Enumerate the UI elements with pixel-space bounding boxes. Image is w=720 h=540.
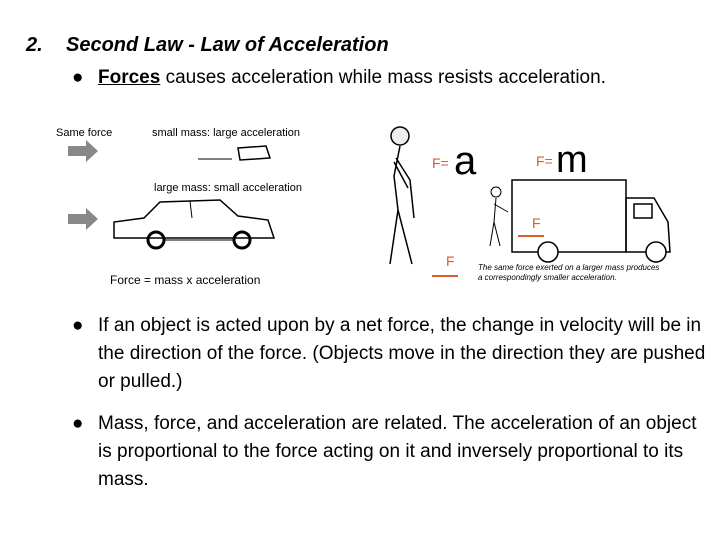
- heading-title: Second Law - Law of Acceleration: [66, 34, 389, 56]
- force-mass-label: [432, 155, 449, 171]
- bullet-relation: [72, 410, 712, 500]
- car-wheel-rear-icon: [234, 232, 250, 248]
- force-f-label-truck: F: [532, 215, 541, 231]
- force-arrow-top-icon: [68, 140, 98, 162]
- bullet-forces: [72, 64, 712, 94]
- heading-number: 2.: [26, 34, 43, 56]
- bullet-text: Mass, force, and acceleration are related. The acceleration of an object is proportional to the force acting on it and inversely proportional to its mass.: [98, 413, 697, 490]
- small-box-icon: [238, 146, 270, 160]
- big-a-symbol: a: [454, 139, 477, 183]
- big-m-symbol: m: [556, 139, 588, 181]
- force-mass-label-right: F=: [536, 153, 553, 169]
- same-force-label: Same force: [56, 127, 113, 139]
- bullet-text: [98, 64, 606, 92]
- car-wheel-front-icon: [148, 232, 164, 248]
- bullet-bold-term: Forces: [98, 67, 161, 88]
- formula-label: Force = mass x acceleration: [110, 273, 261, 287]
- caption-line-2: a correspondingly smaller acceleration.: [478, 273, 617, 282]
- golfer-truck-figure: [372, 118, 692, 290]
- pusher-icon: [490, 187, 508, 246]
- bullet-marker: ●: [72, 413, 84, 434]
- car-acceleration-figure: [52, 118, 322, 290]
- caption-line-1: The same force exerted on a larger mass produces: [478, 263, 660, 272]
- car-window-divider: [190, 201, 192, 218]
- force-arrow-bottom-icon: [68, 208, 98, 230]
- bullet-marker: ●: [72, 67, 84, 88]
- f-eq-golfer: F=: [432, 155, 449, 171]
- slide-heading: [26, 34, 389, 57]
- bullet-text: If an object is acted upon by a net force, the change in velocity will be in the direction of the force. (Objects move in the direction they are pushed or pulled.): [98, 315, 706, 392]
- bullet-marker: ●: [72, 315, 84, 336]
- large-mass-label: large mass: small acceleration: [154, 182, 302, 194]
- small-mass-label: small mass: large acceleration: [152, 127, 300, 139]
- bullet-rest: causes acceleration while mass resists acceleration.: [160, 67, 606, 88]
- force-f-label-golfer: F: [446, 253, 455, 269]
- golfer-icon: [390, 127, 414, 264]
- car-body-icon: [114, 200, 274, 238]
- bullet-net-force: [72, 312, 712, 402]
